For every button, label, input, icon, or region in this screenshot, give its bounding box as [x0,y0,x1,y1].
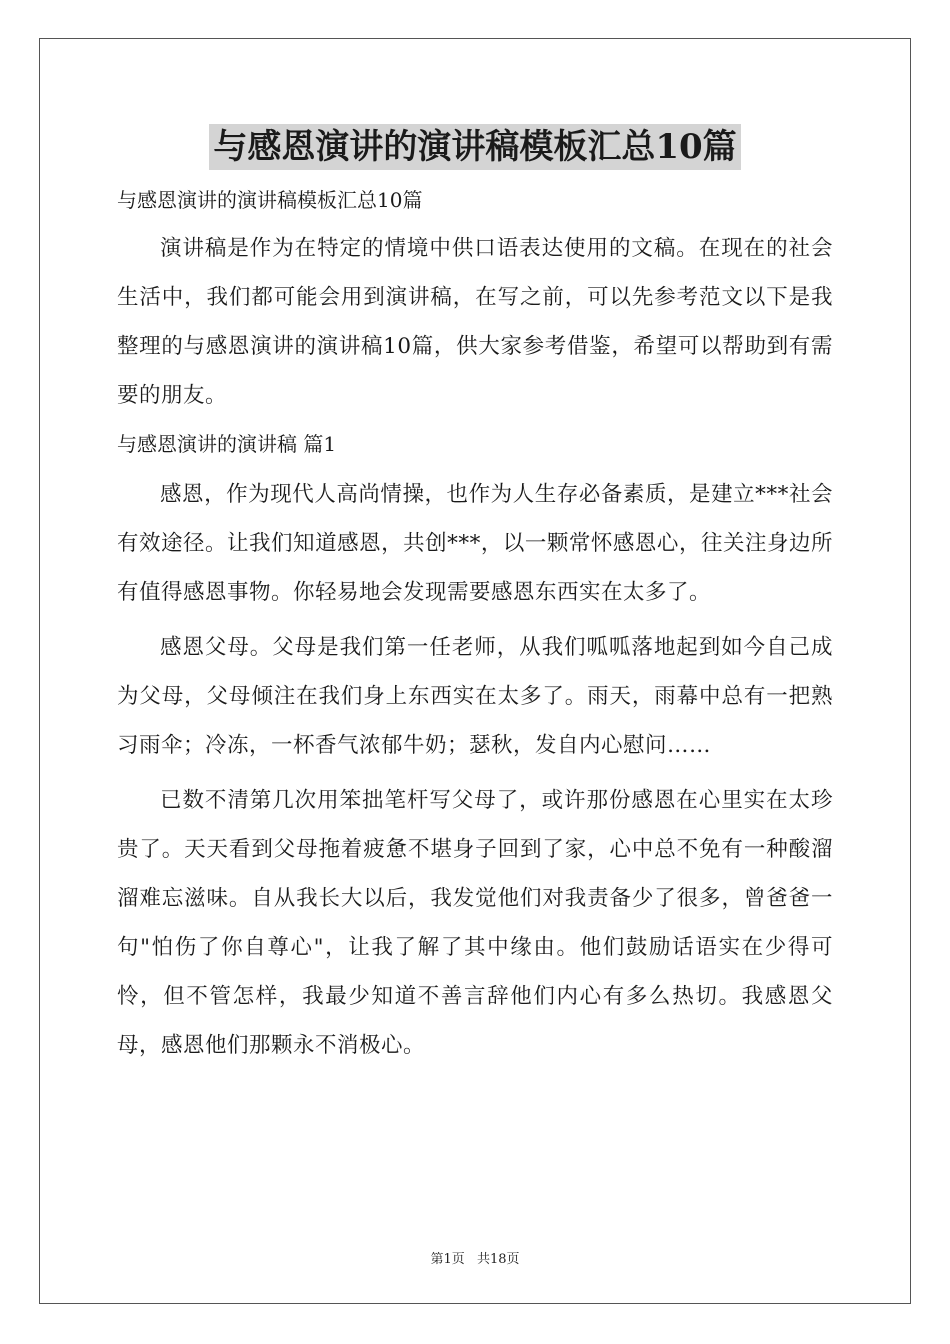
body-paragraph-3: 已数不清第几次用笨拙笔杆写父母了，或许那份感恩在心里实在太珍贵了。天天看到父母拖着疲惫不堪身子回到了家，心中总不免有一种酸溜溜难忘滋味。自从我长大以后，我发觉他们对我责备少了很多，曾爸爸一句"怕伤了你自尊心"，让我了解了其中缘由。他们鼓励话语实在少得可怜，但不管怎样，我最少知道不善言辞他们内心有多么热切。我感恩父母，感恩他们那颗永不消极心。 [117,788,833,1058]
intro-paragraph: 演讲稿是作为在特定的情境中供口语表达使用的文稿。在现在的社会生活中，我们都可能会用到演讲稿，在写之前，可以先参考范文以下是我整理的与感恩演讲的演讲稿10篇，供大家参考借鉴，希望可以帮助到有需要的朋友。 [117,236,833,408]
document-body [117,180,833,1070]
document-subtitle: 与感恩演讲的演讲稿模板汇总10篇 [117,188,423,212]
body-paragraph-1: 感恩，作为现代人高尚情操，也作为人生存必备素质，是建立***社会有效途径。让我们知道感恩，共创***，以一颗常怀感恩心，往关注身边所有值得感恩事物。你轻易地会发现需要感恩东西实在太多了。 [117,482,833,605]
title-container [0,124,950,170]
page-total: 共18页 [476,1252,520,1267]
document-title: 与感恩演讲的演讲稿模板汇总10篇 [209,124,740,170]
body-paragraph-2: 感恩父母。父母是我们第一任老师，从我们呱呱落地起到如今自己成为父母，父母倾注在我们身上东西实在太多了。雨天，雨幕中总有一把熟习雨伞；冷冻，一杯香气浓郁牛奶；瑟秋，发自内心慰问…… [117,635,833,758]
section-heading: 与感恩演讲的演讲稿 篇1 [117,432,337,456]
page-footer [0,1248,950,1267]
page-number: 第1页 [430,1252,465,1267]
